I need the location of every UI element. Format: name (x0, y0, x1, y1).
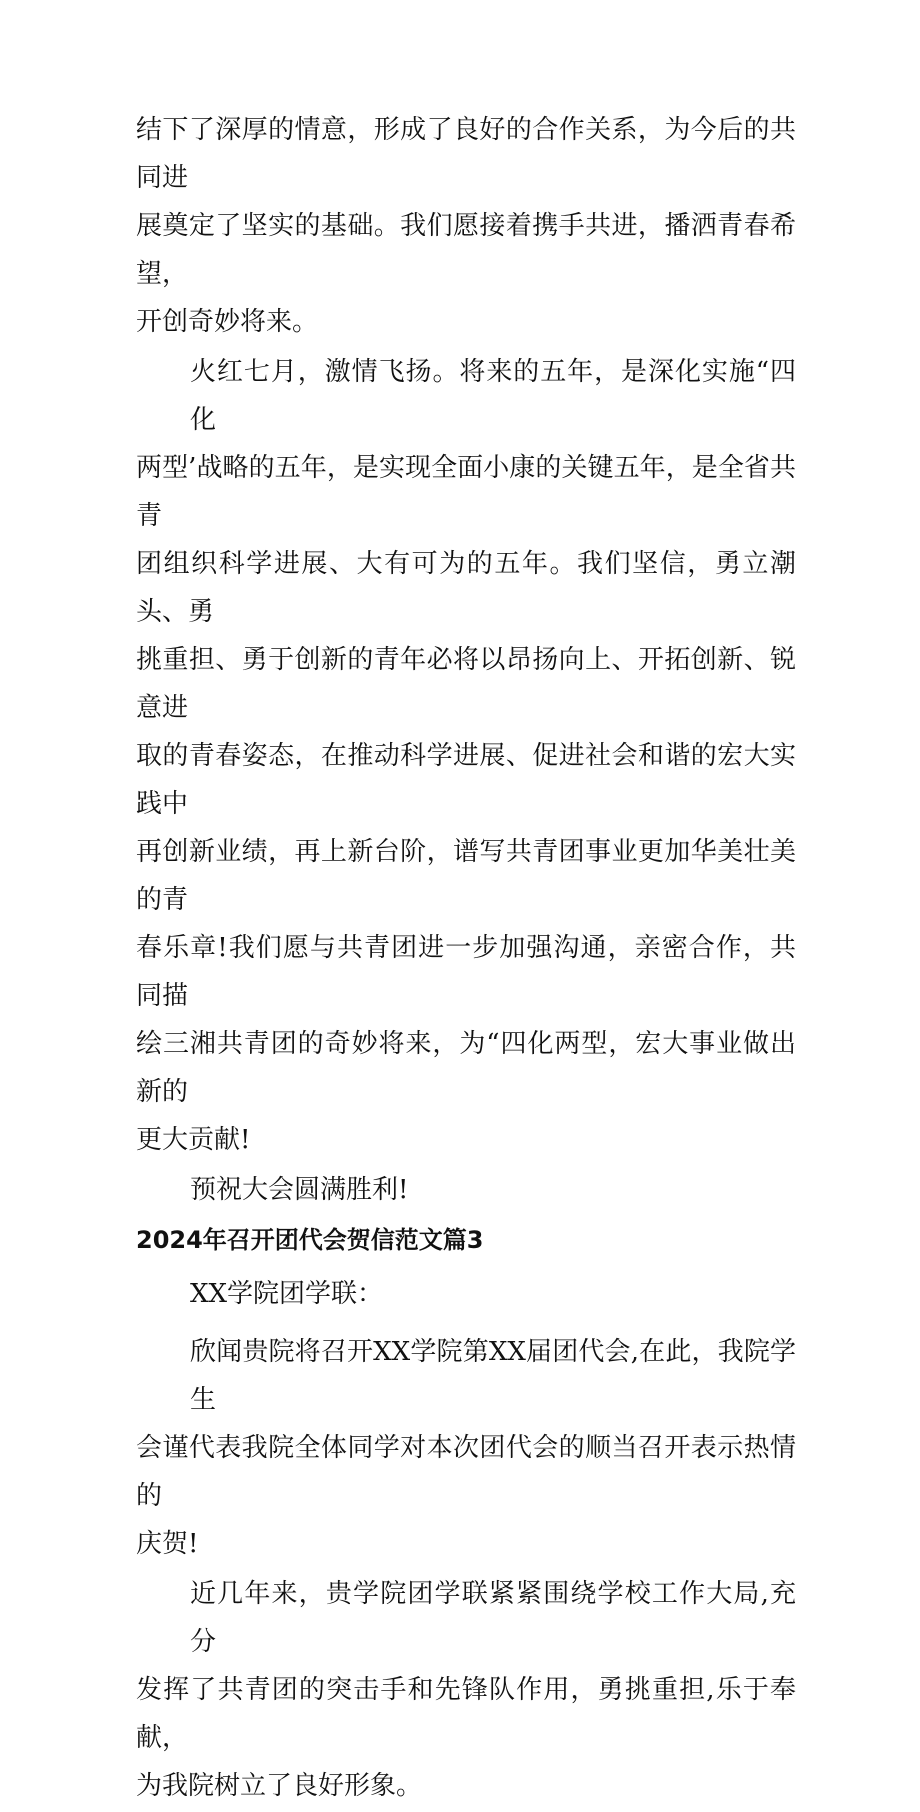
text-line: 为我院树立了良好形象。 (136, 1771, 423, 1801)
text-line: 会谨代表我院全体同学对本次团代会的顺当召开表示热情的 (136, 1433, 796, 1511)
text-line: 近几年来，贵学院团学联紧紧围绕学校工作大局,充分 (190, 1579, 796, 1657)
text-line: 结下了深厚的情意，形成了良好的合作关系，为今后的共同进 (136, 115, 796, 193)
text-line: 绘三湘共青团的奇妙将来，为“四化两型，宏大事业做出新的 (136, 1029, 796, 1107)
text-line: 展奠定了坚实的基础。我们愿接着携手共进，播洒青春希望， (136, 211, 796, 289)
text-line: 开创奇妙将来。 (136, 307, 319, 337)
text-line: 两型’战略的五年，是实现全面小康的关键五年，是全省共青 (136, 453, 796, 531)
text-line: 团组织科学进展、大有可为的五年。我们坚信，勇立潮头、勇 (136, 549, 796, 627)
paragraph-continued (136, 106, 796, 346)
text-line: 预祝大会圆满胜利! (190, 1175, 409, 1205)
text-line: 更大贡献! (136, 1125, 251, 1155)
text-line: 欣闻贵院将召开XX学院第XX届团代会,在此，我院学生 (190, 1337, 796, 1415)
text-line: 再创新业绩，再上新台阶，谱写共青团事业更加华美壮美的青 (136, 837, 796, 915)
paragraph-july (136, 348, 796, 1164)
text-line: 庆贺! (136, 1529, 199, 1559)
text-line: 春乐章!我们愿与共青团进一步加强沟通，亲密合作，共同描 (136, 933, 796, 1011)
text-line: 发挥了共青团的突击手和先锋队作用，勇挑重担,乐于奉献， (136, 1675, 796, 1753)
section-heading: 2024年召开团代会贺信范文篇3 (136, 1226, 484, 1254)
document-body (136, 106, 796, 1812)
text-line: 取的青春姿态，在推动科学进展、促进社会和谐的宏大实践中 (136, 741, 796, 819)
text-line: 火红七月，激情飞扬。将来的五年，是深化实施“四化 (190, 357, 796, 435)
paragraph-recent-years (136, 1570, 796, 1810)
text-line: 挑重担、勇于创新的青年必将以昂扬向上、开拓创新、锐意进 (136, 645, 796, 723)
paragraph-wish (136, 1166, 796, 1214)
letter-greeting: XX学院团学联： (190, 1279, 384, 1309)
paragraph-congrats (136, 1328, 796, 1568)
